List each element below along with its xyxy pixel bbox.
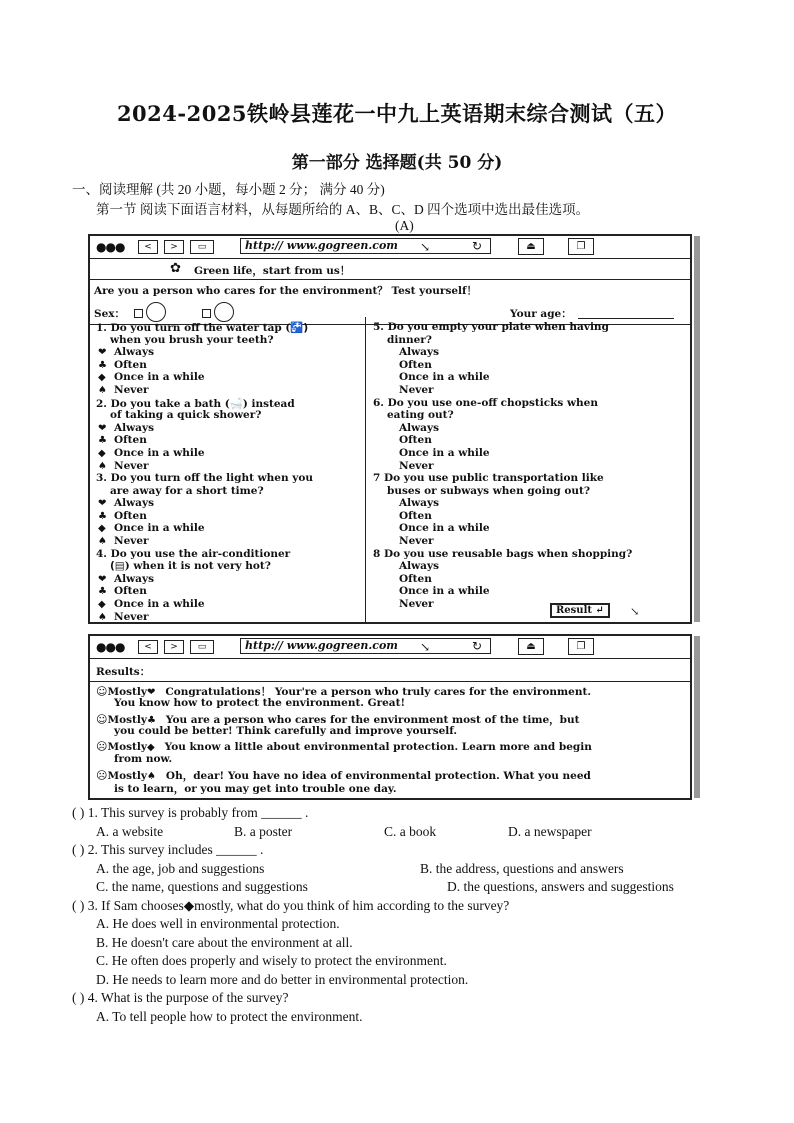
survey-option-label: Always <box>114 497 154 510</box>
survey-option[interactable] <box>375 560 439 572</box>
result-text: You are a person who cares for the environment most of the time，but <box>165 714 580 726</box>
survey-option[interactable] <box>98 460 149 472</box>
survey-option[interactable] <box>98 611 149 623</box>
forward-icon[interactable]: > <box>164 640 184 654</box>
question-2-option: D. the questions, answers and suggestions <box>447 879 674 894</box>
survey-question-text: ) when it is not very hot? <box>124 560 271 573</box>
survey-option-label: Often <box>399 434 432 447</box>
leaf-logo-icon: ✿ <box>170 261 181 276</box>
restore-icon[interactable]: ❐ <box>568 238 594 255</box>
dots-icon: ●●● <box>96 240 125 254</box>
question-3: ( ) 3. If Sam chooses◆mostly, what do you think of him according to the survey? <box>72 897 510 913</box>
result-label: Mostly <box>107 686 147 698</box>
sex-label: Sex： <box>94 308 126 320</box>
scrollbar[interactable] <box>694 636 700 798</box>
club-icon: ♣ <box>98 359 107 371</box>
survey-option[interactable] <box>375 371 490 383</box>
survey-option-label: Never <box>399 597 434 610</box>
survey-option[interactable] <box>98 497 154 509</box>
question-2-option: C. the name, questions and suggestions <box>96 879 308 894</box>
diamond-icon: ◆ <box>98 523 106 535</box>
diamond-icon: ◆ <box>98 447 106 459</box>
smile-face-icon: ☺ <box>96 685 108 698</box>
survey-question-text: of taking a quick shower? <box>110 409 262 422</box>
survey-option[interactable] <box>98 434 147 446</box>
survey-option[interactable] <box>98 346 154 358</box>
survey-option-label: Once in a while <box>114 597 205 610</box>
question-4-option: A. To tell people how to protect the environment. <box>96 1008 363 1024</box>
results-heading-row <box>90 659 690 682</box>
survey-option-label: Often <box>114 585 147 598</box>
heart-icon: ❤ <box>146 687 156 698</box>
heart-icon: ❤ <box>98 347 107 359</box>
survey-option[interactable] <box>98 384 149 396</box>
results-heading: Results： <box>96 666 151 678</box>
survey-option-label: Often <box>114 509 147 522</box>
survey-question-text: are away for a short time? <box>110 484 264 497</box>
spade-icon: ♠ <box>98 460 107 472</box>
survey-option[interactable] <box>98 422 154 434</box>
survey-option[interactable] <box>98 447 205 459</box>
survey-question-6 <box>373 397 598 409</box>
survey-option-label: Once in a while <box>114 522 205 535</box>
survey-question-text: buses or subways when going out? <box>387 484 590 497</box>
result-text-line2: from now. <box>114 753 173 765</box>
question-2: ( ) 2. This survey includes ______ . <box>72 842 264 857</box>
survey-option[interactable] <box>98 510 147 522</box>
survey-option[interactable] <box>98 522 205 534</box>
intro-question: Are you a person who cares for the environment？ Test yourself！ <box>94 285 478 297</box>
question-1-option: A. a website <box>96 823 164 839</box>
cursor-icon: ↘ <box>630 605 640 618</box>
banner-text: Green life，start from us！ <box>194 265 351 277</box>
spade-icon: ♠ <box>146 771 156 782</box>
question-2-option: A. the age, job and suggestions <box>96 860 265 876</box>
survey-option-label: Always <box>399 346 439 359</box>
diamond-icon: ◆ <box>146 742 155 753</box>
results-list <box>90 684 690 796</box>
page-title: 2024-2025铁岭县莲花一中九上英语期末综合测试（五） <box>116 101 678 126</box>
survey-option[interactable] <box>98 598 205 610</box>
result-label: Mostly <box>107 741 147 753</box>
back-icon[interactable]: < <box>138 240 158 254</box>
survey-option[interactable] <box>98 535 149 547</box>
survey-question-line2 <box>110 485 264 497</box>
result-item <box>96 740 592 753</box>
survey-option-label: Always <box>399 421 439 434</box>
survey-option[interactable] <box>375 585 490 597</box>
spade-icon: ♠ <box>98 536 107 547</box>
download-icon[interactable]: ⏏ <box>518 238 544 255</box>
survey-option-label: Often <box>114 358 147 371</box>
browser-toolbar-2 <box>90 636 690 659</box>
result-label: Mostly <box>107 714 147 726</box>
survey-option-label: Once in a while <box>399 522 490 535</box>
section-instruction: 第一节 阅读下面语言材料，从每题所给的 A、B、C、D 四个选项中选出最佳选项。 <box>96 202 590 217</box>
survey-option[interactable] <box>375 573 432 585</box>
survey-option[interactable] <box>375 434 432 446</box>
survey-question-line2 <box>387 485 590 497</box>
section-heading: 一、阅读理解 (共 20 小题，每小题 2 分； 满分 40 分) <box>72 182 385 197</box>
refresh-icon[interactable]: ↻ <box>472 239 483 253</box>
survey-option[interactable] <box>375 460 434 472</box>
question-3-option: D. He needs to learn more and do better in environmental protection. <box>96 971 469 987</box>
survey-question-5 <box>373 321 609 333</box>
question-3-option: A. He does well in environmental protection. <box>96 916 340 931</box>
survey-question-8 <box>373 548 632 560</box>
tap-icon: 🚰) <box>290 322 309 334</box>
question-4: ( ) 4. What is the purpose of the survey? <box>72 990 289 1005</box>
survey-option-label: Never <box>399 384 434 396</box>
survey-option-label: Never <box>114 384 149 396</box>
survey-question-text: when you brush your teeth? <box>110 333 274 346</box>
air-conditioner-icon: (▤ <box>110 560 125 573</box>
forward-icon[interactable]: > <box>164 240 184 254</box>
download-icon[interactable]: ⏏ <box>518 638 544 655</box>
sad-face-icon: ☹ <box>96 769 108 782</box>
heart-icon: ❤ <box>98 498 107 510</box>
survey-option[interactable] <box>98 573 154 585</box>
survey-option-label: Once in a while <box>399 446 490 459</box>
survey-option-label: Never <box>114 610 149 623</box>
club-icon: ♣ <box>146 715 156 726</box>
result-text-line2: you could be better! Think carefully and improve yourself. <box>114 725 458 737</box>
survey-left-column <box>90 317 365 622</box>
spade-icon: ♠ <box>98 385 107 396</box>
survey-question-text-end: ) instead <box>242 397 295 410</box>
survey-option-label: Once in a while <box>399 585 490 598</box>
part-title: 第一部分 选择题(共 50 分) <box>291 153 503 173</box>
question-1-option: B. a poster <box>234 823 293 839</box>
survey-option-label: Often <box>399 509 432 522</box>
spade-icon: ♠ <box>98 611 107 623</box>
question-3-option: C. He often does properly and wisely to protect the environment. <box>96 953 447 968</box>
result-text: You know a little about environmental protection. Learn more and begin <box>164 741 592 753</box>
survey-option[interactable] <box>375 522 490 534</box>
back-icon[interactable]: < <box>138 640 158 654</box>
question-2-option: B. the address, questions and answers <box>420 860 624 876</box>
smile-face-icon: ☺ <box>96 713 108 726</box>
question-1-option: C. a book <box>384 823 437 839</box>
club-icon: ♣ <box>98 435 107 447</box>
refresh-icon[interactable]: ↻ <box>472 639 483 653</box>
survey-option-label: Often <box>399 358 432 371</box>
survey-question-text: eating out? <box>387 409 454 422</box>
heart-icon: ❤ <box>98 573 107 585</box>
survey-option-label: Once in a while <box>114 446 205 459</box>
bathtub-icon: 🛁 <box>229 397 243 410</box>
age-label: Your age： <box>510 308 572 320</box>
survey-question-text: 1. Do you turn off the water tap ( <box>96 322 291 334</box>
diamond-icon: ◆ <box>98 372 106 384</box>
survey-question-text: 4. Do you use the air-conditioner <box>96 547 291 560</box>
scrollbar[interactable] <box>694 236 700 622</box>
club-icon: ♣ <box>98 586 107 598</box>
result-text: Congratulations！ Your're a person who truly cares for the environment. <box>165 686 591 698</box>
passage-label: (A) <box>395 218 414 233</box>
result-text-line2: is to learn，or you may get into trouble one day. <box>114 783 397 795</box>
column-divider <box>365 317 366 622</box>
result-text: Oh，dear! You have no idea of environmental protection. What you need <box>165 770 591 782</box>
banner-row <box>90 259 690 280</box>
survey-question-text: 8 Do you use reusable bags when shopping? <box>373 547 633 560</box>
survey-question-line2 <box>110 409 261 421</box>
question-row <box>90 280 690 300</box>
survey-browser-window <box>88 234 692 624</box>
survey-option-label: Never <box>399 459 434 472</box>
survey-option-label: Never <box>114 459 149 472</box>
survey-question-4 <box>96 548 290 560</box>
survey-option-label: Never <box>114 535 149 547</box>
url-field[interactable]: http:// www.gogreen.com <box>240 238 491 254</box>
survey-option[interactable] <box>375 359 432 371</box>
result-label: Mostly <box>107 770 147 782</box>
survey-option-label: Once in a while <box>399 371 490 384</box>
survey-question-text: 5. Do you empty your plate when having <box>373 321 609 333</box>
survey-question-text: 6. Do you use one-off chopsticks when <box>373 396 598 409</box>
survey-question-3 <box>96 472 313 484</box>
club-icon: ♣ <box>98 510 107 522</box>
survey-option-label: Always <box>114 421 154 434</box>
survey-option-label: Always <box>114 346 154 359</box>
survey-option[interactable] <box>375 384 434 396</box>
survey-option[interactable] <box>98 371 205 383</box>
browser-toolbar <box>90 236 690 259</box>
survey-option-label: Always <box>399 560 439 573</box>
survey-question-line2 <box>110 334 274 346</box>
survey-option[interactable] <box>375 535 434 547</box>
survey-question-line2 <box>110 560 271 572</box>
window-icon[interactable]: ▭ <box>190 240 214 254</box>
pointer-icon: ↘ <box>420 640 431 654</box>
survey-question-line2 <box>387 409 454 421</box>
survey-option-label: Always <box>114 572 154 585</box>
pointer-icon: ↘ <box>420 240 431 254</box>
survey-question-text: 3. Do you turn off the light when you <box>96 472 314 484</box>
survey-option[interactable] <box>375 598 434 610</box>
survey-option[interactable] <box>98 359 147 371</box>
survey-option[interactable] <box>375 497 439 509</box>
results-browser-window <box>88 634 692 800</box>
url-field[interactable]: http:// www.gogreen.com <box>240 638 491 654</box>
survey-option[interactable] <box>98 585 147 597</box>
diamond-icon: ◆ <box>98 598 106 610</box>
survey-option[interactable] <box>375 510 432 522</box>
survey-option[interactable] <box>375 447 490 459</box>
question-1-option: D. a newspaper <box>508 823 592 839</box>
survey-option-label: Often <box>114 434 147 447</box>
questions-block <box>72 805 772 1035</box>
question-1: ( ) 1. This survey is probably from ______ . <box>72 805 309 820</box>
result-text-line2: You know how to protect the environment. Great! <box>114 697 406 709</box>
survey-question-7 <box>373 472 604 484</box>
survey-question-1 <box>96 321 308 334</box>
sad-face-icon: ☹ <box>96 740 108 753</box>
restore-icon[interactable]: ❐ <box>568 638 594 655</box>
survey-option-label: Once in a while <box>114 371 205 384</box>
survey-right-column <box>367 317 687 622</box>
window-icon[interactable]: ▭ <box>190 640 214 654</box>
survey-option-label: Never <box>399 535 434 547</box>
dots-icon: ●●● <box>96 640 125 654</box>
survey-question-text: 2. Do you take a bath ( <box>96 397 230 410</box>
survey-question-text: dinner? <box>387 333 432 346</box>
survey-option[interactable] <box>375 346 439 358</box>
survey-option[interactable] <box>375 422 439 434</box>
question-3-option: B. He doesn't care about the environment at all. <box>96 934 353 950</box>
survey-question-text: 7 Do you use public transportation like <box>373 472 604 484</box>
survey-question-2 <box>96 397 295 410</box>
heart-icon: ❤ <box>98 422 107 434</box>
survey-option-label: Always <box>399 497 439 510</box>
survey-body <box>90 317 690 622</box>
survey-option-label: Often <box>399 572 432 585</box>
survey-question-line2 <box>387 334 432 346</box>
result-button[interactable]: Result ↵ <box>550 603 610 618</box>
